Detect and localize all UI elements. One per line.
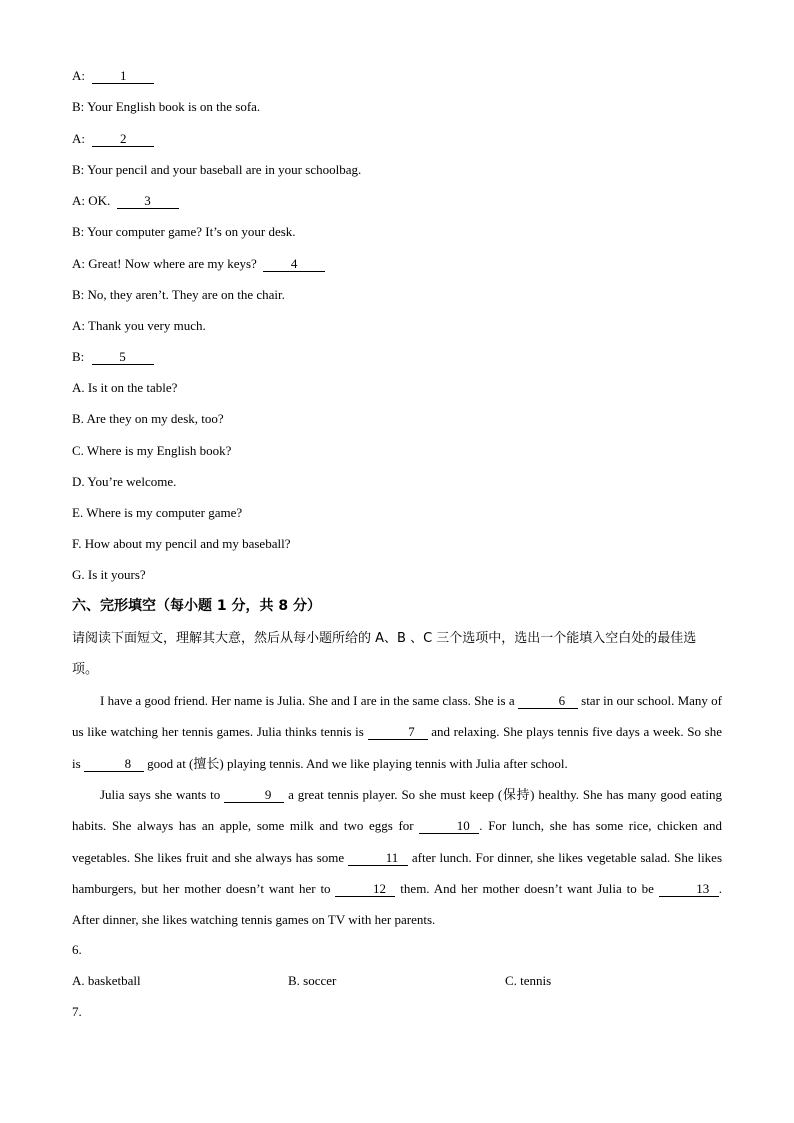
question-choice: A. basketball	[72, 973, 141, 988]
speaker-label: B:	[72, 99, 85, 114]
question-choice: B. soccer	[288, 973, 337, 988]
speaker-label: A:	[72, 193, 85, 208]
passage-text: star in our school. Many of us like watching her tennis games. Julia thinks tennis is	[72, 693, 722, 740]
speaker-label: A:	[72, 318, 85, 333]
passage-text: . For lunch, she has some rice, chicken and vegetables. She likes fruit and she always has some	[72, 818, 722, 865]
answer-blank: 5	[92, 350, 154, 365]
section-heading: 六、完形填空（每小题 1 分，共 8 分）	[72, 598, 321, 614]
section-instruction: 请阅读下面短文，理解其大意，然后从每小题所给的 A、B 、C 三个选项中，选出一个能填入空白处的最佳选项。	[72, 631, 697, 677]
dialogue-text: Your English book is on the sofa.	[87, 99, 261, 114]
answer-blank: 1	[92, 69, 154, 84]
passage-text: . After dinner, she likes watching tennis games on TV with her parents.	[72, 880, 723, 928]
passage-text: after lunch. For dinner, she likes vegetable salad. She likes hamburgers, but her mother doesn’t want her to	[72, 849, 723, 896]
passage-blank: 12	[335, 882, 395, 897]
passage-blank: 11	[348, 851, 408, 866]
dialogue-line	[72, 162, 361, 178]
dialogue-text: Thank you very much.	[88, 318, 206, 333]
dialogue-text: OK.	[88, 193, 111, 208]
dialogue-text: No, they aren’t. They are on the chair.	[87, 287, 285, 302]
option-item: D. You’re welcome.	[72, 474, 177, 489]
answer-blank: 3	[117, 194, 179, 209]
passage-text: a great tennis player. So she must keep (保持) healthy. She has many good eating habits. She always has an apple, some milk and two eggs for	[72, 787, 722, 834]
option-item: C. Where is my English book?	[72, 443, 232, 458]
dialogue-line	[72, 193, 179, 209]
passage-blank: 8	[84, 757, 144, 772]
passage-text: I have a good friend. Her name is Julia. She and I are in the same class. She is a	[100, 693, 518, 708]
passage-text: and relaxing. She plays tennis five days a week. So she is	[72, 724, 722, 771]
speaker-label: A:	[72, 131, 85, 146]
passage-blank: 6	[518, 694, 578, 709]
option-item: E. Where is my computer game?	[72, 505, 243, 520]
option-item: A. Is it on the table?	[72, 380, 178, 395]
dialogue-text: Great! Now where are my keys?	[88, 256, 257, 271]
speaker-label: A:	[72, 68, 85, 83]
answer-blank: 4	[263, 257, 325, 272]
dialogue-line	[72, 224, 296, 240]
passage-blank: 10	[419, 819, 479, 834]
passage-blank: 13	[659, 882, 719, 897]
passage-text: good at (擅长) playing tennis. And we like playing tennis with Julia after school.	[143, 755, 568, 771]
speaker-label: B:	[72, 162, 85, 177]
dialogue-line	[72, 318, 206, 334]
answer-blank: 2	[92, 132, 154, 147]
speaker-label: B:	[72, 287, 85, 302]
passage-text: Julia says she wants to	[100, 787, 225, 802]
dialogue-text: Your pencil and your baseball are in your schoolbag.	[87, 162, 362, 177]
dialogue-line	[72, 287, 285, 303]
dialogue-line	[72, 68, 154, 84]
speaker-label: B:	[72, 349, 85, 364]
dialogue-line	[72, 256, 325, 272]
passage-paragraph-1	[72, 685, 722, 779]
passage-paragraph-2	[72, 779, 722, 935]
dialogue-line	[72, 99, 260, 115]
question-number: 7.	[72, 1004, 82, 1019]
passage-blank: 7	[368, 725, 428, 740]
dialogue-text: Your computer game? It’s on your desk.	[87, 224, 296, 239]
passage-blank: 9	[224, 788, 284, 803]
dialogue-line	[72, 131, 154, 147]
option-item: B. Are they on my desk, too?	[72, 411, 224, 426]
speaker-label: B:	[72, 224, 85, 239]
passage-text: them. And her mother doesn’t want Julia to be	[395, 880, 659, 896]
dialogue-line	[72, 349, 154, 365]
question-choice: C. tennis	[505, 973, 552, 988]
speaker-label: A:	[72, 256, 85, 271]
question-number: 6.	[72, 942, 82, 957]
option-item: G. Is it yours?	[72, 567, 146, 582]
option-item: F. How about my pencil and my baseball?	[72, 536, 291, 551]
